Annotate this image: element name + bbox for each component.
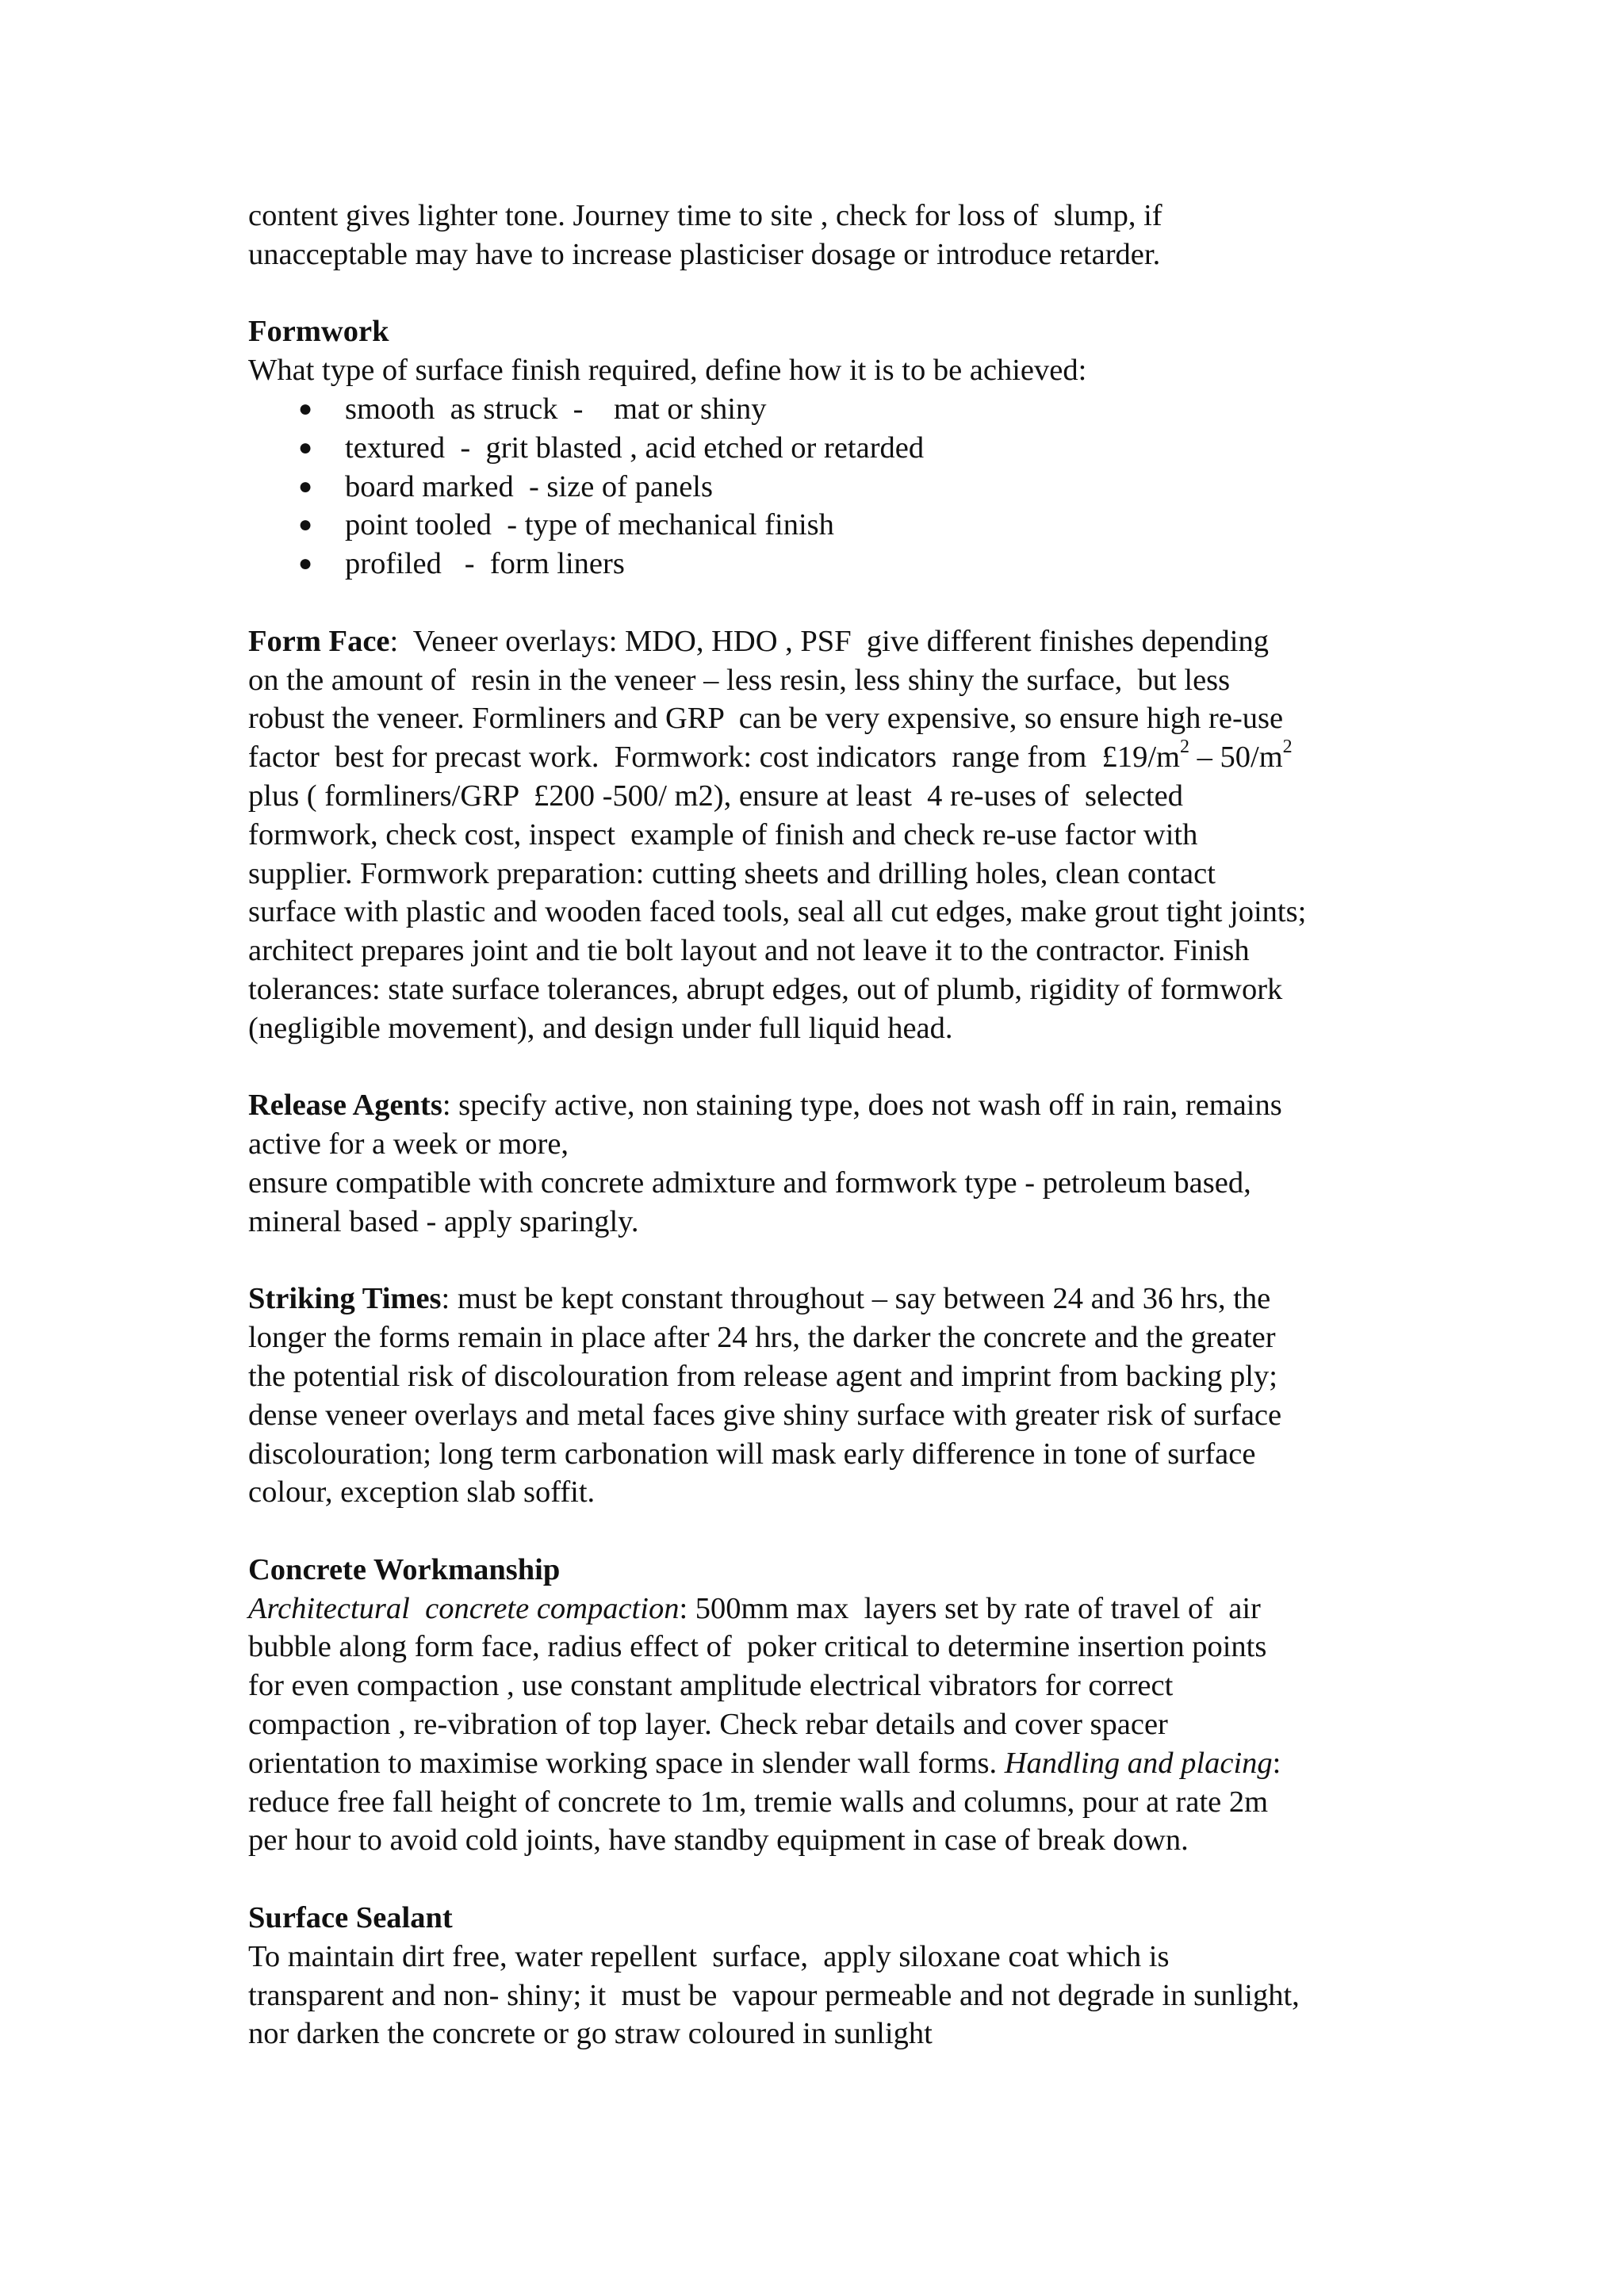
- bullet-icon: ●: [298, 473, 313, 499]
- paragraph-line: orientation to maximise working space in slender wall forms. Handling and placing:: [248, 1746, 1281, 1780]
- bullet-icon: ●: [298, 434, 313, 461]
- paragraph-line: on the amount of resin in the veneer – less resin, less shiny the surface, but less: [248, 663, 1231, 697]
- paragraph-line: transparent and non- shiny; it must be vapour permeable and not degrade in sunlight,: [248, 1978, 1300, 2012]
- form-face-label: Form Face: [248, 624, 390, 658]
- paragraph-line: plus ( formliners/GRP £200 -500/ m2), ensure at least 4 re-uses of selected: [248, 779, 1183, 813]
- paragraph-line: (negligible movement), and design under full liquid head.: [248, 1011, 953, 1045]
- paragraph-line: ensure compatible with concrete admixture and formwork type - petroleum based,: [248, 1165, 1251, 1200]
- formwork-lead: What type of surface finish required, define how it is to be achieved:: [248, 354, 1087, 388]
- bullet-icon: ●: [298, 511, 313, 538]
- intro-paragraph: [248, 197, 1438, 274]
- paragraph-line: compaction , re-vibration of top layer. Check rebar details and cover spacer: [248, 1708, 1168, 1742]
- paragraph-line: formwork, check cost, inspect example of finish and check re-use factor with: [248, 817, 1198, 851]
- paragraph-line: robust the veneer. Formliners and GRP can be very expensive, so ensure high re-use: [248, 702, 1284, 736]
- paragraph-line: reduce free fall height of concrete to 1m, tremie walls and columns, pour at rate 2m: [248, 1785, 1269, 1819]
- list-item: ● smooth as struck - mat or shiny: [248, 390, 1438, 429]
- list-item: ● point tooled - type of mechanical finish: [248, 506, 1438, 545]
- workmanship-heading: Concrete Workmanship: [248, 1552, 561, 1586]
- compaction-label: Architectural concrete compaction: [248, 1591, 680, 1625]
- release-agents-label: Release Agents: [248, 1089, 442, 1123]
- intro-line: content gives lighter tone. Journey time to site , check for loss of slump, if: [248, 199, 1162, 232]
- workmanship-section: Concrete Workmanship Architectural concrete compaction: 500mm max layers set by rate of travel of air bubble along form face, radius effect of poker critical to determine insertion points for even compaction , use constant amplitude electrical vibrators for correct compaction , re-vibration of top layer. Check rebar details and cover spacer orientation to maximise working space in slender wall forms. Handling and placing: reduce free fall height of concrete to 1m, tremie walls and columns, pour at rate 2m per hour to avoid cold joints, have standby equipment in case of break down.: [248, 1551, 1438, 1860]
- paragraph-line: surface with plastic and wooden faced tools, seal all cut edges, make grout tight joints;: [248, 895, 1307, 929]
- paragraph-line: nor darken the concrete or go straw coloured in sunlight: [248, 2017, 933, 2051]
- paragraph-line: mineral based - apply sparingly.: [248, 1204, 639, 1238]
- formwork-section: [248, 312, 1438, 584]
- paragraph-line: architect prepares joint and tie bolt layout and not leave it to the contractor. Finish: [248, 934, 1250, 968]
- list-item: ● board marked - size of panels: [248, 468, 1438, 507]
- striking-times-paragraph: Striking Times: must be kept constant throughout – say between 24 and 36 hrs, the longer the forms remain in place after 24 hrs, the darker the concrete and the greater the potential risk of discolouration from release agent and imprint from backing ply; dense veneer overlays and metal faces give shiny surface with greater risk of surface discolouration; long term carbonation will mask early difference in tone of surface colour, exception slab soffit.: [248, 1280, 1438, 1512]
- list-item: ● textured - grit blasted , acid etched or retarded: [248, 429, 1438, 468]
- paragraph-line: colour, exception slab soffit.: [248, 1475, 596, 1510]
- list-item: ● profiled - form liners: [248, 545, 1438, 584]
- intro-line: unacceptable may have to increase plasticiser dosage or introduce retarder.: [248, 237, 1161, 271]
- form-face-paragraph: Form Face: Veneer overlays: MDO, HDO , PSF give different finishes depending on the amount of resin in the veneer – less resin, less shiny the surface, but less robust the veneer. Formliners and GRP can be very expensive, so ensure high re-use factor best for precast work. Formwork: cost indicators range from $£19/m^2 - 50/m^2$ plus ( formliners/GRP £200 -500/ m2), ensure at least 4 re-uses of selected formwork, check cost, inspect example of finish and check re-use factor with supplier. Formwork preparation: cutting sheets and drilling holes, clean contact surface with plastic and wooden faced tools, seal all cut edges, make grout tight joints; architect prepares joint and tie bolt layout and not leave it to the contractor. Finish tolerances: state surface tolerances, abrupt edges, out of plumb, rigidity of formwork (negligible movement), and design under full liquid head.: [248, 622, 1438, 1048]
- paragraph-line: To maintain dirt free, water repellent surface, apply siloxane coat which is: [248, 1939, 1170, 1973]
- superscript: 2: [1180, 737, 1190, 758]
- paragraph-line: factor best for precast work. Formwork: cost indicators range from $£19/m^2 - 50/m^2$: [248, 737, 1293, 775]
- formwork-finish-list: [248, 390, 1438, 584]
- paragraph-line: the potential risk of discolouration from release agent and imprint from backing ply;: [248, 1359, 1277, 1393]
- document-page: [248, 197, 1438, 2053]
- formwork-heading: Formwork: [248, 315, 389, 349]
- sealant-heading: Surface Sealant: [248, 1901, 453, 1935]
- superscript: 2: [1282, 737, 1293, 758]
- paragraph-line: tolerances: state surface tolerances, abrupt edges, out of plumb, rigidity of formwork: [248, 972, 1283, 1006]
- paragraph-line: discolouration; long term carbonation will mask early difference in tone of surface: [248, 1437, 1256, 1471]
- striking-times-label: Striking Times: [248, 1282, 442, 1316]
- handling-label: Handling and placing: [1004, 1746, 1273, 1780]
- sealant-section: [248, 1899, 1438, 2053]
- paragraph-line: longer the forms remain in place after 24 hrs, the darker the concrete and the greater: [248, 1321, 1276, 1355]
- paragraph-line: dense veneer overlays and metal faces give shiny surface with greater risk of surface: [248, 1398, 1282, 1432]
- paragraph-line: per hour to avoid cold joints, have standby equipment in case of break down.: [248, 1823, 1189, 1858]
- paragraph-line: bubble along form face, radius effect of poker critical to determine insertion points: [248, 1630, 1267, 1664]
- bullet-icon: ●: [298, 550, 313, 577]
- release-agents-paragraph: Release Agents: specify active, non staining type, does not wash off in rain, remains active for a week or more, ensure compatible with concrete admixture and formwork type - petroleum based, mineral based - apply sparingly.: [248, 1086, 1438, 1241]
- bullet-icon: ●: [298, 395, 313, 422]
- paragraph-line: supplier. Formwork preparation: cutting sheets and drilling holes, clean contact: [248, 856, 1216, 890]
- paragraph-line: for even compaction , use constant amplitude electrical vibrators for correct: [248, 1669, 1174, 1703]
- paragraph-line: active for a week or more,: [248, 1127, 569, 1161]
